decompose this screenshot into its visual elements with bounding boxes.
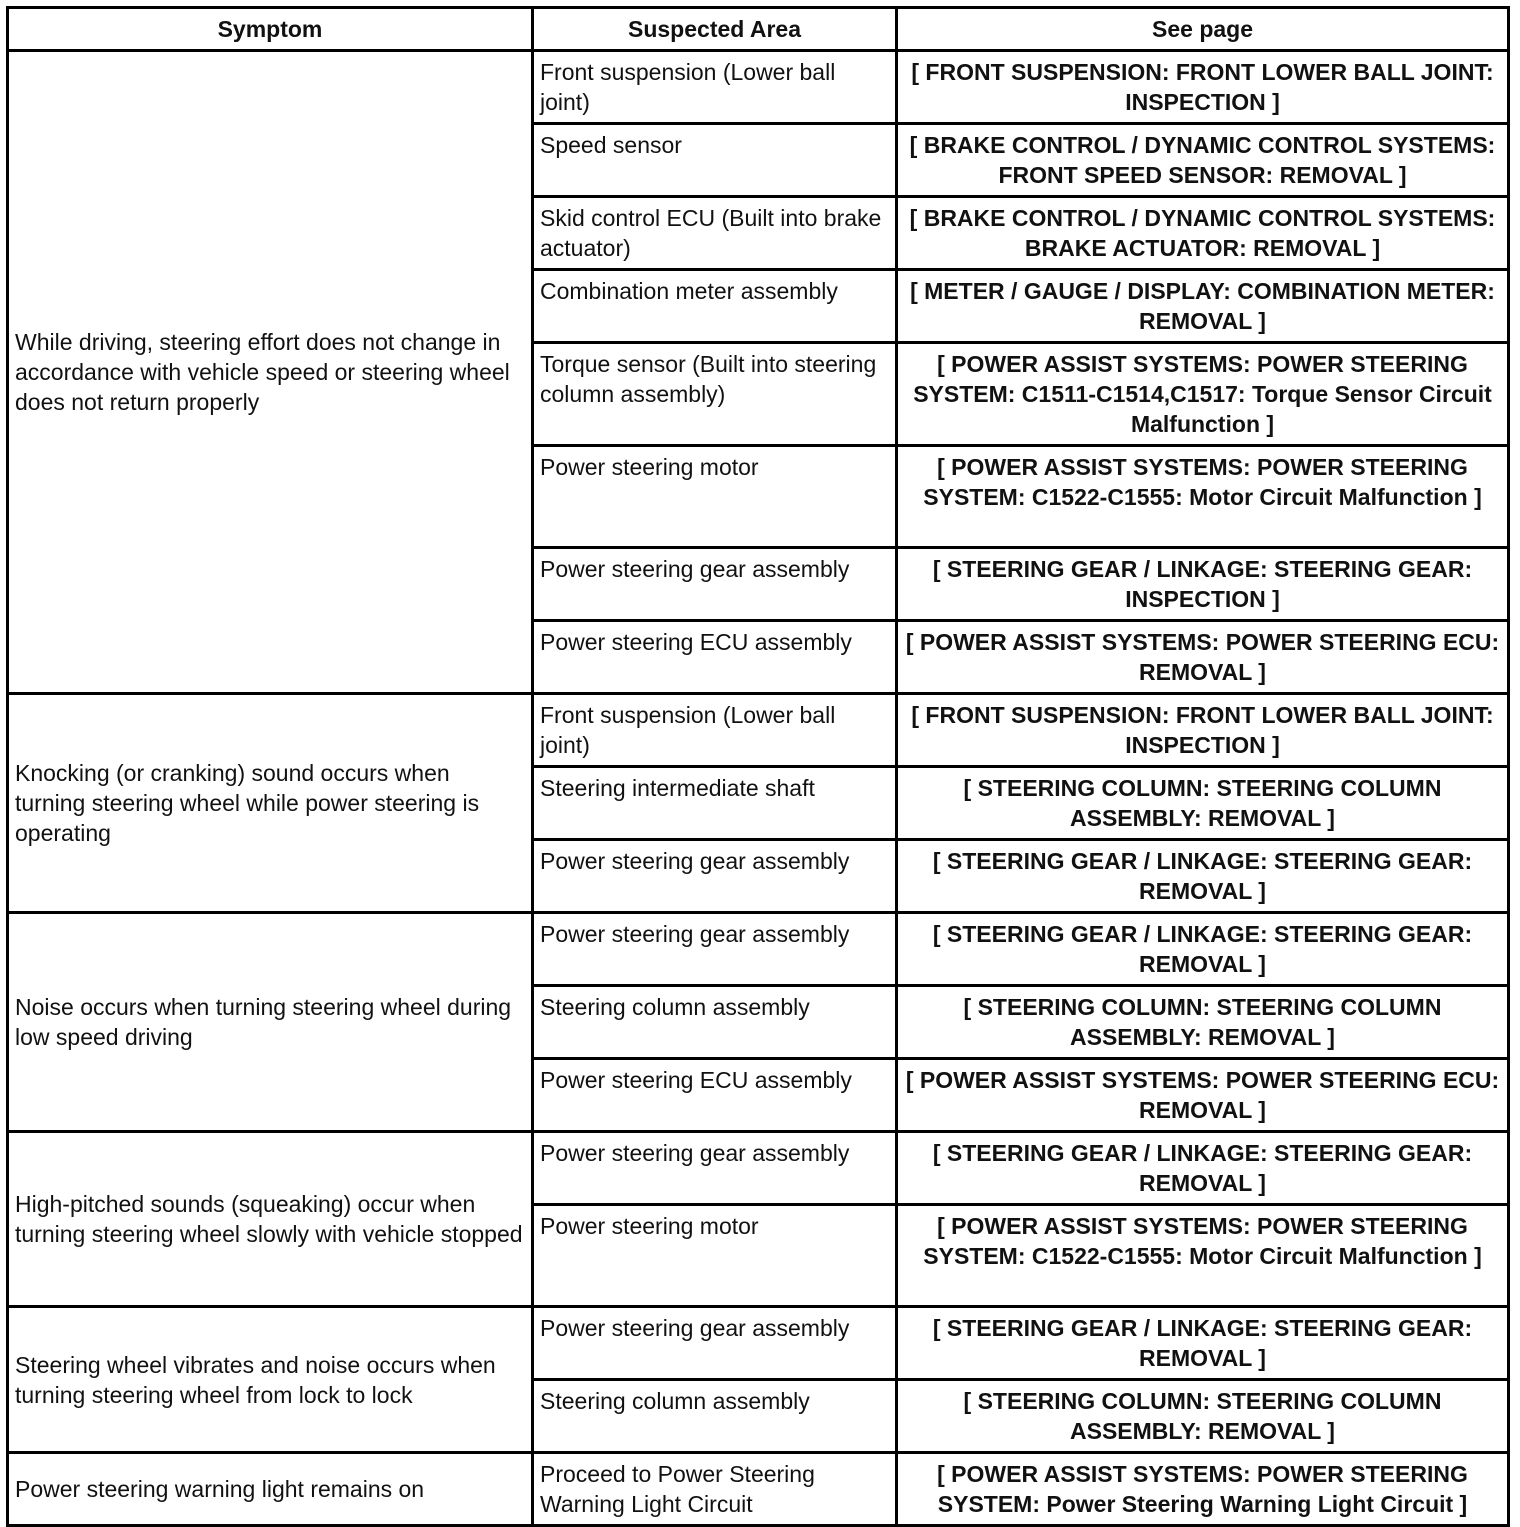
- suspected-area-cell: Torque sensor (Built into steering column assembly): [533, 343, 897, 446]
- see-page-link[interactable]: [ STEERING GEAR / LINKAGE: STEERING GEAR: REMOVAL ]: [897, 913, 1509, 986]
- see-page-link[interactable]: [ POWER ASSIST SYSTEMS: POWER STEERING SYSTEM: C1522-C1555: Motor Circuit Malfunction ]: [897, 1205, 1509, 1307]
- table-row: [8, 1453, 1509, 1526]
- header-see-page: See page: [897, 8, 1509, 51]
- table-row: [8, 1132, 1509, 1205]
- troubleshooting-table: [6, 6, 1510, 1527]
- see-page-link[interactable]: [ STEERING COLUMN: STEERING COLUMN ASSEMBLY: REMOVAL ]: [897, 767, 1509, 840]
- symptom-cell: Power steering warning light remains on: [8, 1453, 533, 1526]
- suspected-area-cell: Power steering gear assembly: [533, 913, 897, 986]
- symptom-cell: While driving, steering effort does not change in accordance with vehicle speed or steering wheel does not return properly: [8, 51, 533, 694]
- see-page-link[interactable]: [ BRAKE CONTROL / DYNAMIC CONTROL SYSTEMS: BRAKE ACTUATOR: REMOVAL ]: [897, 197, 1509, 270]
- header-symptom: Symptom: [8, 8, 533, 51]
- suspected-area-cell: Skid control ECU (Built into brake actuator): [533, 197, 897, 270]
- suspected-area-cell: Power steering gear assembly: [533, 548, 897, 621]
- suspected-area-cell: Power steering gear assembly: [533, 1307, 897, 1380]
- see-page-link[interactable]: [ FRONT SUSPENSION: FRONT LOWER BALL JOINT: INSPECTION ]: [897, 694, 1509, 767]
- suspected-area-cell: Power steering motor: [533, 446, 897, 548]
- see-page-link[interactable]: [ STEERING GEAR / LINKAGE: STEERING GEAR: REMOVAL ]: [897, 1132, 1509, 1205]
- symptom-cell: Steering wheel vibrates and noise occurs when turning steering wheel from lock to lock: [8, 1307, 533, 1453]
- table-body: [8, 51, 1509, 1526]
- suspected-area-cell: Power steering gear assembly: [533, 840, 897, 913]
- see-page-link[interactable]: [ FRONT SUSPENSION: FRONT LOWER BALL JOINT: INSPECTION ]: [897, 51, 1509, 124]
- symptom-cell: Noise occurs when turning steering wheel during low speed driving: [8, 913, 533, 1132]
- see-page-link[interactable]: [ POWER ASSIST SYSTEMS: POWER STEERING ECU: REMOVAL ]: [897, 1059, 1509, 1132]
- suspected-area-cell: Front suspension (Lower ball joint): [533, 694, 897, 767]
- see-page-link[interactable]: [ STEERING GEAR / LINKAGE: STEERING GEAR: INSPECTION ]: [897, 548, 1509, 621]
- suspected-area-cell: Power steering gear assembly: [533, 1132, 897, 1205]
- see-page-link[interactable]: [ METER / GAUGE / DISPLAY: COMBINATION METER: REMOVAL ]: [897, 270, 1509, 343]
- suspected-area-cell: Proceed to Power Steering Warning Light Circuit: [533, 1453, 897, 1526]
- table-row: [8, 694, 1509, 767]
- header-row: [8, 8, 1509, 51]
- see-page-link[interactable]: [ POWER ASSIST SYSTEMS: POWER STEERING SYSTEM: C1522-C1555: Motor Circuit Malfunction ]: [897, 446, 1509, 548]
- table-row: [8, 51, 1509, 124]
- table-row: [8, 1307, 1509, 1380]
- see-page-link[interactable]: [ STEERING COLUMN: STEERING COLUMN ASSEMBLY: REMOVAL ]: [897, 1380, 1509, 1453]
- header-suspected-area: Suspected Area: [533, 8, 897, 51]
- suspected-area-cell: Combination meter assembly: [533, 270, 897, 343]
- see-page-link[interactable]: [ POWER ASSIST SYSTEMS: POWER STEERING SYSTEM: Power Steering Warning Light Circuit ]: [897, 1453, 1509, 1526]
- suspected-area-cell: Power steering motor: [533, 1205, 897, 1307]
- suspected-area-cell: Steering column assembly: [533, 986, 897, 1059]
- suspected-area-cell: Steering column assembly: [533, 1380, 897, 1453]
- see-page-link[interactable]: [ BRAKE CONTROL / DYNAMIC CONTROL SYSTEMS: FRONT SPEED SENSOR: REMOVAL ]: [897, 124, 1509, 197]
- see-page-link[interactable]: [ STEERING GEAR / LINKAGE: STEERING GEAR: REMOVAL ]: [897, 1307, 1509, 1380]
- see-page-link[interactable]: [ STEERING GEAR / LINKAGE: STEERING GEAR: REMOVAL ]: [897, 840, 1509, 913]
- symptom-cell: High-pitched sounds (squeaking) occur when turning steering wheel slowly with vehicle stopped: [8, 1132, 533, 1307]
- table-row: [8, 913, 1509, 986]
- suspected-area-cell: Power steering ECU assembly: [533, 621, 897, 694]
- symptom-cell: Knocking (or cranking) sound occurs when turning steering wheel while power steering is operating: [8, 694, 533, 913]
- suspected-area-cell: Steering intermediate shaft: [533, 767, 897, 840]
- see-page-link[interactable]: [ STEERING COLUMN: STEERING COLUMN ASSEMBLY: REMOVAL ]: [897, 986, 1509, 1059]
- see-page-link[interactable]: [ POWER ASSIST SYSTEMS: POWER STEERING ECU: REMOVAL ]: [897, 621, 1509, 694]
- see-page-link[interactable]: [ POWER ASSIST SYSTEMS: POWER STEERING SYSTEM: C1511-C1514,C1517: Torque Sensor Circuit Malfunction ]: [897, 343, 1509, 446]
- suspected-area-cell: Speed sensor: [533, 124, 897, 197]
- suspected-area-cell: Front suspension (Lower ball joint): [533, 51, 897, 124]
- suspected-area-cell: Power steering ECU assembly: [533, 1059, 897, 1132]
